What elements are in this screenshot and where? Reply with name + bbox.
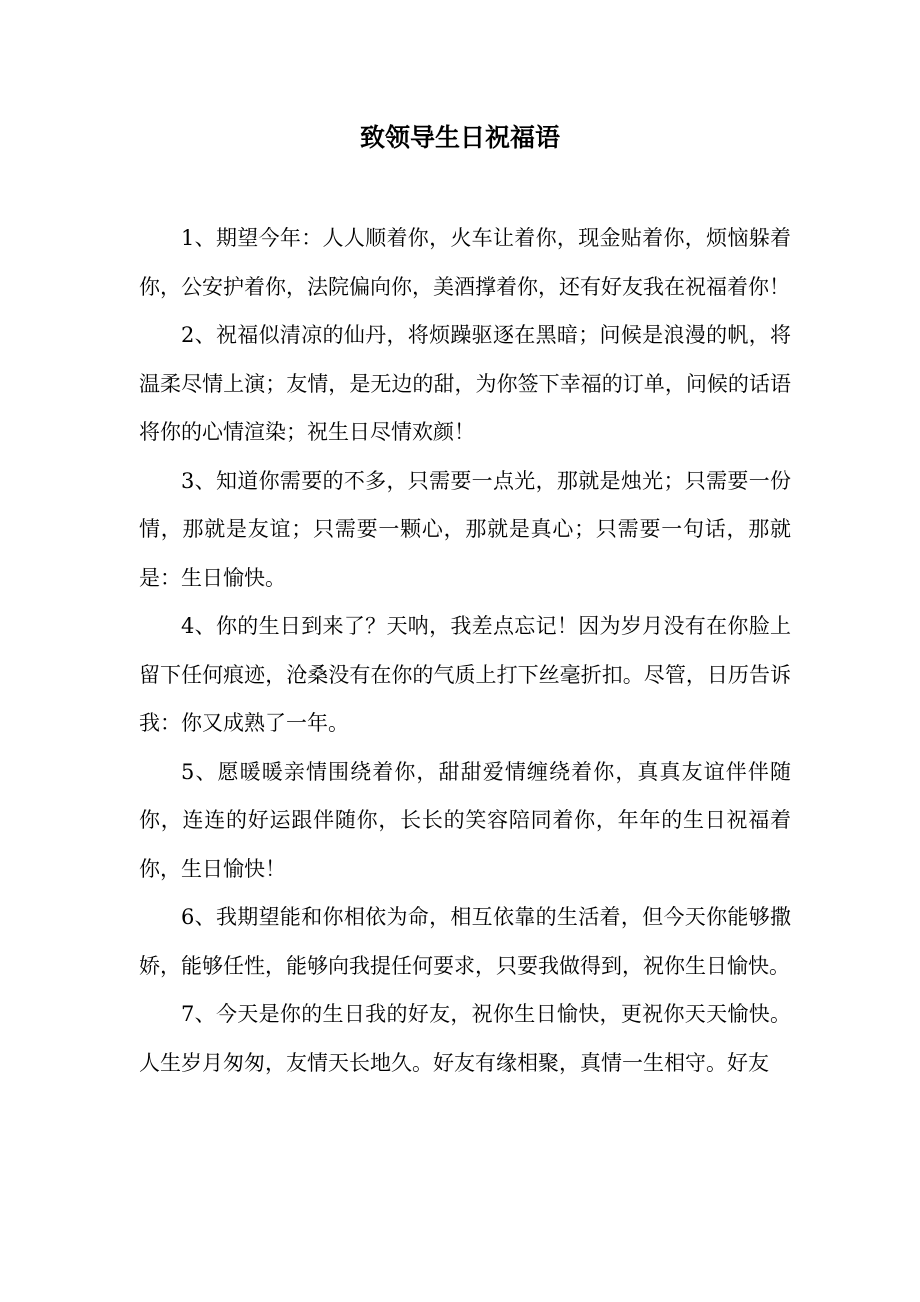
paragraph-5: 5、愿暖暖亲情围绕着你，甜甜爱情缠绕着你，真真友谊伴伴随你，连连的好运跟伴随你，长长的笑容陪同着你，年年的生日祝福着你，生日愉快！ (139, 759, 791, 881)
paragraph-7: 7、今天是你的生日我的好友，祝你生日愉快，更祝你天天愉快。人生岁月匆匆，友情天长地久。好友有缘相聚，真情一生相守。好友 (139, 1002, 791, 1075)
document-body (139, 214, 791, 1087)
paragraph-3: 3、知道你需要的不多，只需要一点光，那就是烛光；只需要一份情，那就是友谊；只需要一颗心，那就是真心；只需要一句话，那就是：生日愉快。 (139, 468, 791, 590)
paragraph-6: 6、我期望能和你相依为命，相互依靠的生活着，但今天你能够撒娇，能够任性，能够向我提任何要求，只要我做得到，祝你生日愉快。 (139, 905, 791, 978)
document-title: 致领导生日祝福语 (359, 123, 560, 152)
paragraph-2: 2、祝福似清凉的仙丹，将烦躁驱逐在黑暗；问候是浪漫的帆，将温柔尽情上演；友情，是无边的甜，为你签下幸福的订单，问候的话语将你的心情渲染；祝生日尽情欢颜！ (139, 323, 791, 444)
paragraph-1: 1、期望今年：人人顺着你，火车让着你，现金贴着你，烦恼躲着你，公安护着你，法院偏向你，美酒撑着你，还有好友我在祝福着你！ (139, 226, 791, 299)
paragraph-4: 4、你的生日到来了？天呐，我差点忘记！因为岁月没有在你脸上留下任何痕迹，沧桑没有在你的气质上打下丝毫折扣。尽管，日历告诉我：你又成熟了一年。 (139, 614, 791, 735)
